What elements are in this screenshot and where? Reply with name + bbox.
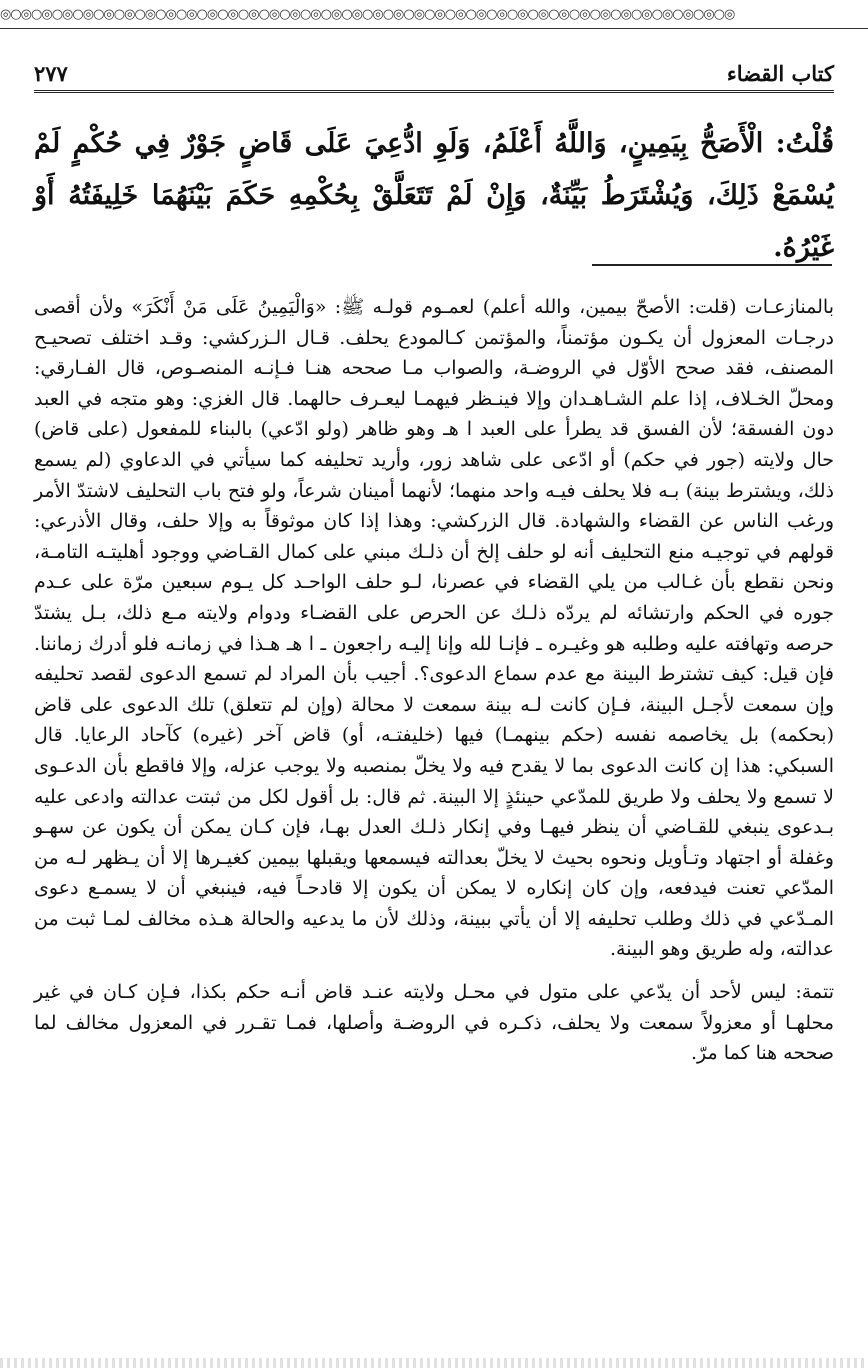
matn-text: قُلْتُ: الْأَصَحُّ بِيَمِينٍ، وَاللَّهُ أَعْلَمُ، وَلَوِ ادُّعِيَ عَلَى قَاضٍ جَوْرٌ فِي حُكْمٍ لَمْ يُسْمَعْ ذَلِكَ، وَيُشْتَرَطُ بَيِّنَةٌ، وَإِنْ لَمْ تَتَعَلَّقْ بِحُكْمِهِ حَكَمَ بَيْنَهُمَا خَلِيفَتُهُ أَوْ غَيْرُهُ.: [34, 128, 834, 263]
separator-rule: [592, 264, 832, 266]
bottom-scan-edge: [0, 1358, 868, 1368]
commentary-body: [34, 292, 834, 1069]
page-number: ٢٧٧: [34, 61, 68, 86]
tatimma-paragraph: تتمة: ليس لأحد أن يدّعي على متول في محـل ولايته عنـد قاض أنـه حكم بكذا، فـإن كـان في غير محلهـا أو معزولاً سمعت ولا يحلف، ذكـره في الروضـة وأصلها، فمـا تقـرر في المعزول مخالف لما صححه هنا كما مرّ.: [34, 981, 834, 1065]
chapter-title: كتاب القضاء: [726, 61, 834, 86]
commentary-paragraph: بالمنازعـات (قلت: الأصحّ بيمين، والله أعلم) لعمـوم قولـه ﷺ: «وَالْيَمِينُ عَلَى مَنْ أَنْكَرَ» ولأن أقصى درجـات المعزول أن يكـون مؤتمناً، والمؤتمن كـالمودع يحلف. قـال الـزركشي: وقـد اختلف تصحيـح المصنف، فقد صحح الأوّل في الروضـة، والصواب مـا صححه هنـا فـإنـه المنصـوص، قال الفـارقي: ومحلّ الخـلاف، إذا علم الشـاهـدان وإلا فينـظر فيهمـا ليعـرف حالهما. قال الغزي: وهو متجه في العبد دون الفسقة؛ لأن الفسق قد يطرأ على العبد ا هـ وهو ظاهر (ولو ادّعي) بالبناء للمفعول (على قاض) حال ولايته (جور في حكم) أو ادّعى على شاهد زور، وأريد تحليفه كما سيأتي في الدعاوي (لم يسمع ذلك، ويشترط بينة) بـه فلا يحلف فيـه واحد منهما؛ لأنهما أمينان شرعاً، ولو فتح باب التحليف لاشتدّ الأمر ورغب الناس عن القضاء والشهادة. قال الزركشي: وهذا إذا كان موثوقاً به وإلا حلف، وقال الأذرعي: قولهم في توجيـه منع التحليف أنه لو حلف إلخ أن ذلـك مبني على كمال القـاضي ووجود أهليتـه التامـة، ونحن نقطع بأن غـالب من يلي القضاء في عصرنا، لـو حلف الواحـد كل يـوم سبعين مرّة على عـدم جوره في الحكم وارتشائه لم يردّه ذلـك عن الحرص على القضـاء ودوام ولايته مـع ذلك، بـل يشتدّ حرصه وتهافته عليه وطلبه هو وغيـره ـ فإنـا لله وإنا إليـه راجعون ـ ا هـ هـذا في زمانـه فلو أدرك زماننا. فإن قيل: كيف تشترط البينة مع عدم سماع الدعوى؟. أجيب بأن المراد لم تسمع الدعوى لقصد تحليفه وإن سمعت لأجـل البينة، فـإن كانت لـه بينة سمعت لا محالة (وإن لم تتعلق) تلك الدعوى على قاض (بحكمه) بل يخاصمه نفسه (حكم بينهمـا) فيها (خليفتـه، أو) قاض آخر (غيره) كآحاد الرعايا. قال السبكي: هذا إن كانت الدعوى بما لا يقدح فيه ولا يخلّ بمنصبه ولا يوجب عزله، وإلا فاقطع بأن الدعـوى لا تسمع ولا يحلف ولا طريق للمدّعي حينئذٍ إلا البينة. ثم قال: بل أقول لكل من ثبتت عدالته وادعى عليه بـدعوى ينبغي للقـاضي أن ينظر فيهـا وفي إنكار ذلـك العدل بهـا، فإن كـان يمكن أن يكون عن سهـو وغفلة أو اجتهاد وتـأويل ونحوه بحيث لا يخلّ بعدالته فيسمعها ويقبلها بيمين كغيـرها إلا أن يـظهر لـه من المدّعي تعنت فيدفعه، وإن كان إنكاره لا يمكن أن يكون إلا قادحـاً فيه، فينبغي أن لا يسمـع دعوى المـدّعي في ذلك وطلب تحليفه إلا أن يأتي ببينة، وذلك لأن ما يدعيه والحالة هـذه مخالف لمـا ثبت من عدالته، وله طريق وهو البينة.: [34, 296, 834, 961]
top-decorative-border: [0, 0, 868, 29]
border-ornament: ◎○◎○◎○◎○◎○◎○◎○◎○◎○◎○◎○◎○◎○◎○◎○◎○◎○◎○◎○◎○◎○◎○◎○◎○◎○◎○◎○◎○◎○◎○◎○◎○◎○◎○◎○◎: [0, 6, 735, 22]
page-header: [34, 46, 834, 93]
